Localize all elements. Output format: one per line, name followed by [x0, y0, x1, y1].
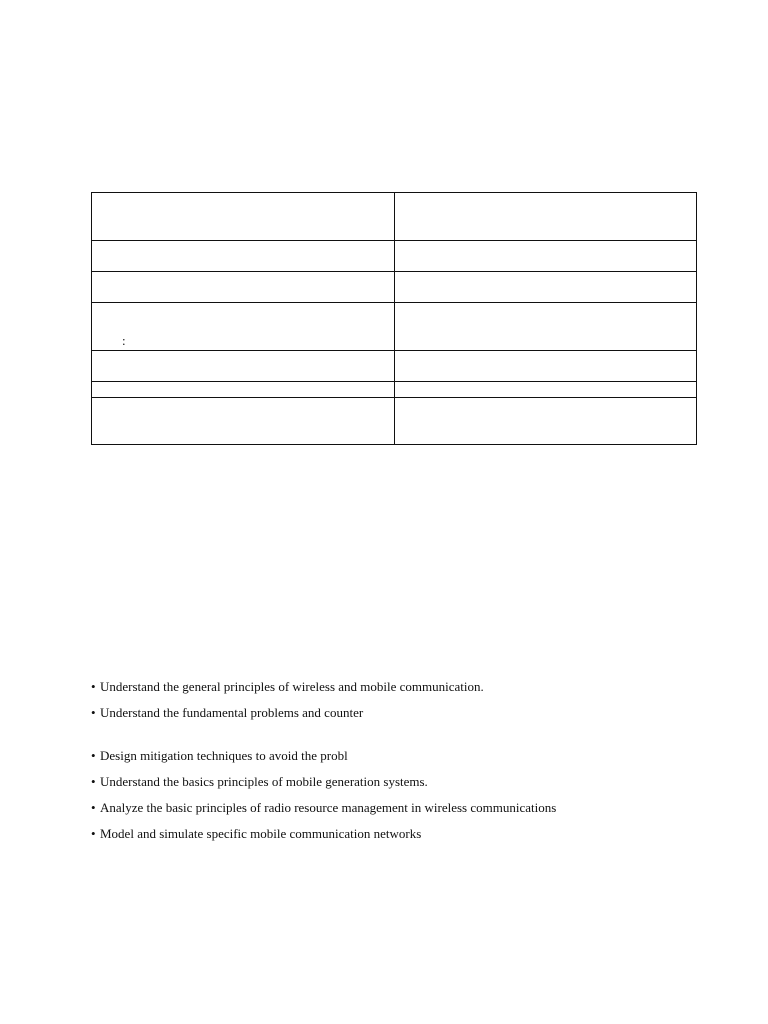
list-item: [91, 678, 731, 695]
table-cell: [92, 303, 395, 351]
table-cell: [92, 241, 395, 272]
table-row: [92, 351, 697, 382]
bullet: •: [91, 679, 96, 694]
list-item-text: Design mitigation techniques to avoid the probl: [100, 748, 348, 763]
list-item-text: Model and simulate specific mobile communication networks: [100, 826, 422, 841]
bullet: •: [91, 748, 96, 763]
list-item: [91, 773, 731, 790]
list-item: [91, 825, 731, 842]
list-item-text: Understand the fundamental problems and counter: [100, 705, 364, 720]
table-cell: [395, 241, 697, 272]
table-cell: [395, 351, 697, 382]
course-info-table: [91, 192, 697, 445]
table-cell: [395, 303, 697, 351]
table-row: [92, 382, 697, 398]
list-item: [91, 799, 731, 816]
table-cell: [395, 398, 697, 445]
table-cell: [92, 272, 395, 303]
bullet: •: [91, 826, 96, 841]
table-row: [92, 272, 697, 303]
table-cell: [92, 351, 395, 382]
list-item-text: Understand the general principles of wireless and mobile communication.: [100, 679, 484, 694]
table-cell: [92, 382, 395, 398]
table-cell: [395, 193, 697, 241]
list-item: [91, 704, 731, 721]
table-cell: [92, 193, 395, 241]
table-cell: [395, 382, 697, 398]
learning-outcomes-list: [91, 678, 731, 842]
table-cell: [395, 272, 697, 303]
bullet: •: [91, 774, 96, 789]
list-item: [91, 747, 731, 764]
cell-colon: :: [122, 333, 126, 348]
table-row: [92, 303, 697, 351]
bullet: •: [91, 705, 96, 720]
bullet: •: [91, 800, 96, 815]
table-row: [92, 193, 697, 241]
table-row: [92, 241, 697, 272]
list-item-text: Understand the basics principles of mobile generation systems.: [100, 774, 428, 789]
table-cell: [92, 398, 395, 445]
table-row: [92, 398, 697, 445]
list-item-text: Analyze the basic principles of radio resource management in wireless communications: [100, 800, 557, 815]
